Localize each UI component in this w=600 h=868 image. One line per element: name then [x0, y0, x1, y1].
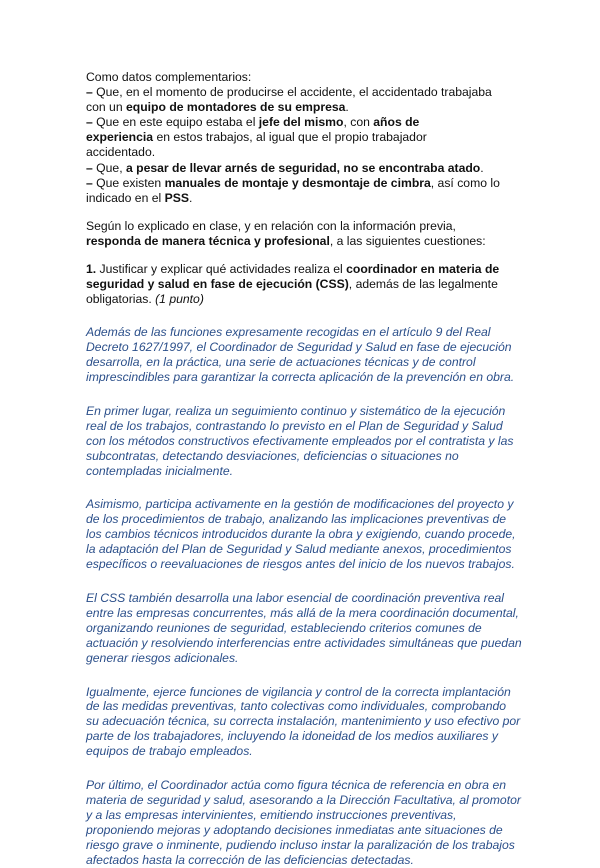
intro-text: Que, en el momento de producirse el accidente, el accidentado trabajaba con un [86, 85, 492, 115]
dash-bullet: – [86, 175, 93, 190]
intro-text: Que existen [92, 175, 165, 190]
answer-paragraph: El CSS también desarrolla una labor esencial de coordinación preventiva real entre las empresas concurrentes, más allá de la mera coordinación documental, organizando reuniones de seguridad, estableciendo criterios comunes de actuación y resolviendo interferencias entre actividades simultáneas que puedan generar riesgos adicionales. [86, 591, 522, 665]
intro-text: . [345, 100, 349, 115]
intro-bold: PSS [164, 190, 189, 205]
answer-paragraph: Igualmente, ejerce funciones de vigilancia y control de la correcta implantación de las medidas preventivas, tanto colectivas como individuales, comprobando su adecuación técnica, su correcta instalación, mantenimiento y uso efectivo por parte de los trabajadores, incluyendo la idoneidad de los medios auxiliares y equipos de trabajo empleados. [86, 684, 521, 759]
question-points: (1 punto) [155, 292, 204, 307]
intro-item [86, 115, 486, 160]
intro-text: . [189, 190, 193, 205]
intro-text: Que, [92, 160, 126, 175]
intro-bold: equipo de montadores de su empresa [125, 100, 346, 115]
intro-text: en estos trabajos, al igual que el propio trabajador accidentado. [86, 130, 427, 160]
intro-text: , así como lo indicado en el [86, 175, 500, 205]
question-number: 1. [86, 262, 97, 277]
intro-bold: manuales de montaje y desmontaje de cimbra [164, 175, 431, 190]
answer-paragraph: Además de las funciones expresamente recogidas en el artículo 9 del Real Decreto 1627/1997, el Coordinador de Seguridad y Salud en fase de ejecución desarrolla, en la práctica, una serie de actuaciones técnicas y de control imprescindibles para garantizar la correcta aplicación de la prevención en obra. [86, 325, 515, 385]
intro-item [86, 161, 526, 176]
answer-paragraph: Asimismo, participa activamente en la gestión de modificaciones del proyecto y de los procedimientos de trabajo, analizando las implicaciones preventivas de los cambios técnicos introducidos durante la obra y exigiendo, cuando procede, la adaptación del Plan de Seguridad y Salud mediante anexos, procedimientos específicos o reevaluaciones de riesgos antes del inicio de los nuevos trabajos. [86, 497, 516, 572]
question-bold: coordinador en materia de seguridad y salud en fase de ejecución (CSS) [86, 262, 500, 292]
answer-section [86, 325, 524, 867]
intro-item [86, 176, 516, 206]
instruction-text: , a las siguientes cuestiones: [329, 233, 486, 248]
answer-paragraph: Por último, el Coordinador actúa como figura técnica de referencia en obra en materia de seguridad y salud, asesorando a la Dirección Facultativa, al promotor y a las empresas intervinientes, emitiendo instrucciones preventivas, proponiendo mejoras y adoptando decisiones inmediatas ante situaciones de riesgo grave o inminente, pudiendo incluso instar la paralización de los trabajos afectados hasta la corrección de las deficiencias detectadas. [86, 778, 521, 867]
intro-bold: a pesar de llevar arnés de seguridad, no se encontraba atado [125, 160, 481, 175]
intro-heading: Como datos complementarios: [86, 70, 252, 84]
dash-bullet: – [86, 160, 93, 175]
intro-item [86, 85, 496, 115]
intro-bold: jefe del mismo [258, 115, 344, 130]
intro-section [86, 70, 524, 206]
instruction-bold: responda de manera técnica y profesional [86, 233, 330, 248]
intro-text: . [480, 160, 484, 175]
intro-text: Que en este equipo estaba el [92, 115, 259, 130]
dash-bullet: – [86, 85, 93, 100]
intro-bold: años de experiencia [86, 115, 420, 145]
question-paragraph [86, 262, 522, 307]
instruction-text: Según lo explicado en clase, y en relación con la información previa, [86, 218, 456, 233]
instruction-paragraph [86, 219, 486, 249]
answer-paragraph: En primer lugar, realiza un seguimiento continuo y sistemático de la ejecución real de los trabajos, contrastando lo previsto en el Plan de Seguridad y Salud con los métodos constructivos efectivamente empleados por el contratista y las subcontratas, detectando desviaciones, deficiencias o situaciones no contempladas inicialmente. [86, 403, 514, 478]
intro-text: , con [343, 115, 374, 130]
question-text: Justificar y explicar qué actividades realiza el [96, 262, 347, 277]
question-text: , además de las legalmente obligatorias. [86, 277, 498, 307]
dash-bullet: – [86, 115, 93, 130]
